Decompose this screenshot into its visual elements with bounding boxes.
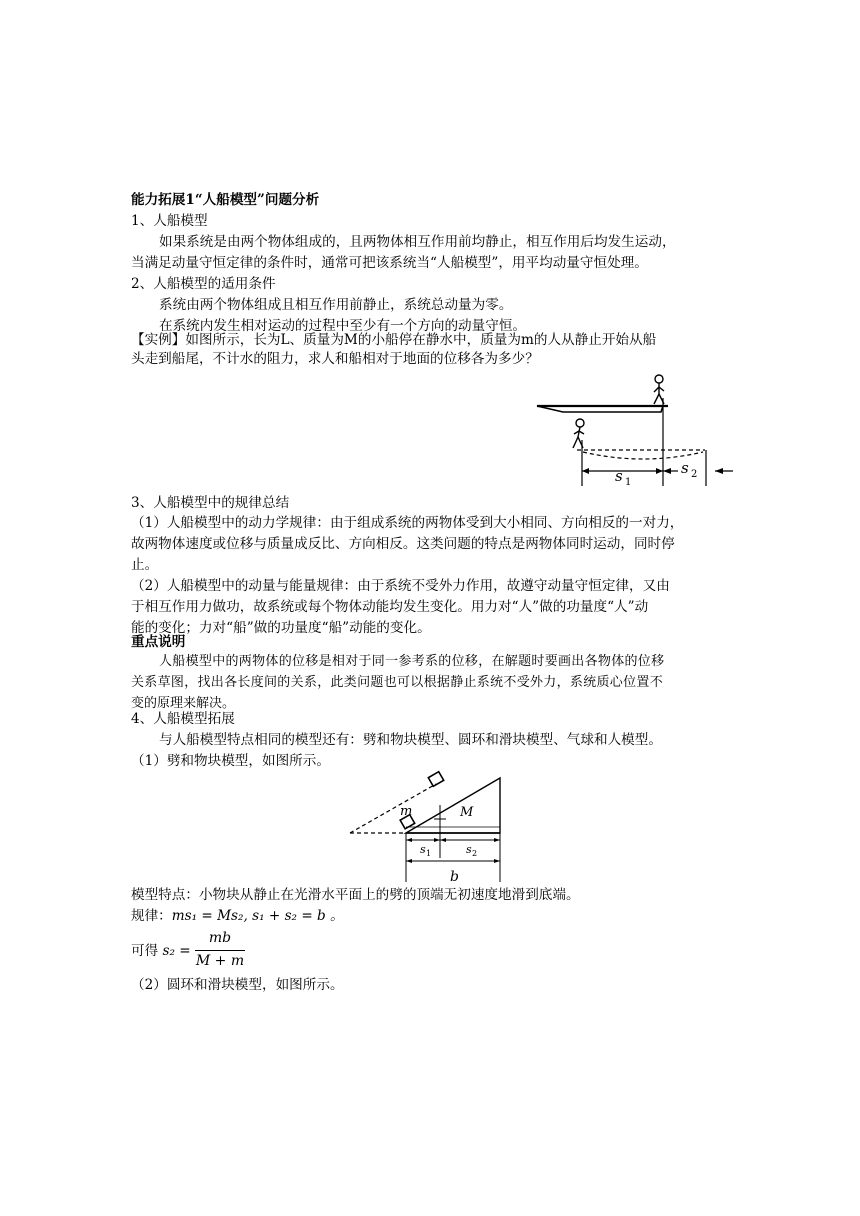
section-3-text-1c: 止。 xyxy=(131,557,159,573)
result-numerator: mb xyxy=(208,930,232,946)
result-line xyxy=(131,941,191,961)
section-3-text-2b: 于相互作用力做功，故系统或每个物体动能均发生变化。用力对“人”做的功量度“人”动 xyxy=(131,599,649,615)
label-wedge-s1: s xyxy=(420,843,426,856)
wedge-shape xyxy=(406,778,500,833)
wedge-model-feature: 模型特点：小物块从静止在光滑水平面上的劈的顶端无初速度地滑到底端。 xyxy=(131,887,580,903)
section-2-condition-2: 在系统内发生相对运动的过程中至少有一个方向的动量守恒。 xyxy=(159,318,527,334)
section-1-text-line-2: 当满足动量守恒定律的条件时，通常可把该系统当“人船模型”，用平均动量守恒处理。 xyxy=(131,255,648,271)
section-3-text-1a: （1）人船模型中的动力学规律：由于组成系统的两物体受到大小相同、方向相反的一对力， xyxy=(131,515,684,531)
law-label: 规律： xyxy=(131,908,172,924)
label-M: M xyxy=(460,805,474,820)
example-line-2: 头走到船尾，不计水的阻力，求人和船相对于地面的位移各为多少？ xyxy=(131,351,539,367)
section-3-heading: 3、人船模型中的规律总结 xyxy=(131,495,290,511)
section-1-heading: 1、人船模型 xyxy=(131,213,208,229)
fraction-bar xyxy=(195,950,245,951)
key-note-line-2: 关系草图，找出各长度间的关系，此类问题也可以根据静止系统不受外力，系统质心位置不 xyxy=(131,675,664,690)
wedge-model-caption: （1）劈和物块模型，如图所示。 xyxy=(131,753,330,769)
svg-text:2: 2 xyxy=(691,469,698,480)
section-4-intro: 与人船模型特点相同的模型还有：劈和物块模型、圆环和滑块模型、气球和人模型。 xyxy=(159,732,662,748)
label-wedge-s2: s xyxy=(466,843,472,856)
page-title: 能力拓展1“人船模型”问题分析 xyxy=(131,192,320,208)
svg-text:1: 1 xyxy=(625,477,632,488)
ring-slider-model-caption: （2）圆环和滑块模型，如图所示。 xyxy=(131,977,344,993)
section-3-text-2a: （2）人船模型中的动量与能量规律：由于系统不受外力作用，故遵守动量守恒定律，又由 xyxy=(131,578,670,594)
section-1-text-line-1: 如果系统是由两个物体组成的，且两物体相互作用前均静止，相互作用后均发生运动， xyxy=(159,234,676,250)
block-initial-icon xyxy=(428,772,443,787)
section-3-text-1b: 故两物体速度或位移与质量成反比、方向相反。这类问题的特点是两物体同时运动，同时停 xyxy=(131,536,675,552)
section-3-text-2c: 能的变化；力对“船”做的功量度“船”动能的变化。 xyxy=(131,620,431,636)
key-note-line-3: 变的原理来解决。 xyxy=(131,696,236,711)
boat-diagram xyxy=(533,368,739,490)
law-line xyxy=(131,906,344,926)
label-s2: s xyxy=(681,459,689,477)
svg-text:2: 2 xyxy=(472,849,478,858)
result-lhs: s₂ = xyxy=(162,943,191,959)
key-note-heading: 重点说明 xyxy=(131,634,186,650)
label-b: b xyxy=(450,869,459,885)
wedge-diagram xyxy=(346,770,516,886)
label-m: m xyxy=(400,804,413,819)
svg-text:1: 1 xyxy=(426,849,432,858)
section-2-condition-1: 系统由两个物体组成且相互作用前静止，系统总动量为零。 xyxy=(159,297,513,313)
section-4-heading: 4、人船模型拓展 xyxy=(131,711,235,727)
result-label: 可得 xyxy=(131,943,159,959)
result-denominator: M + m xyxy=(195,953,245,969)
section-2-heading: 2、人船模型的适用条件 xyxy=(131,276,276,292)
example-line-1: 【实例】如图所示，长为L、质量为M的小船停在静水中，质量为m的人从静止开始从船 xyxy=(131,332,657,348)
label-s1: s xyxy=(615,467,623,485)
law-formula: ms₁ = Ms₂, s₁ + s₂ = b 。 xyxy=(171,908,344,924)
key-note-line-1: 人船模型中的两物体的位移是相对于同一参考系的位移，在解题时要画出各物体的位移 xyxy=(159,654,665,669)
